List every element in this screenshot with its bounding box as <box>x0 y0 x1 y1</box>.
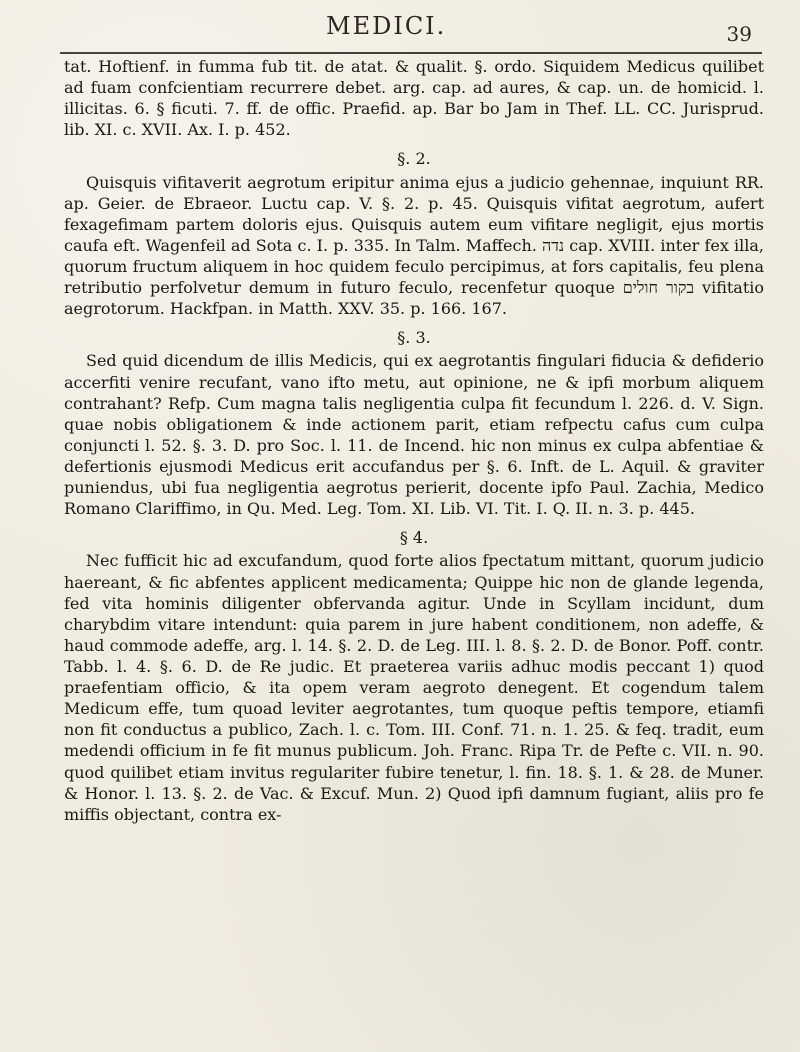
paragraph-3: Sed quid dicendum de illis Medicis, qui ex aegrotantis fingulari fiducia & defiderio accerfiti venire recufant, vano ifto metu, aut opinione, ne & ipfi morbum aliquem contrahant? Refp. Cum magna talis negligentia culpa fit fecundum l. 226. d. V. Sign. quae nobis obligationem & inde actionem parit, etiam refpectu cafus cum culpa conjuncti l. 52. §. 3. D. pro Soc. l. 11. de Incend. hic non minus ex culpa abfentiae & defertionis ejusmodi Medicus erit accufandus per §. 6. Inft. de L. Aquil. & graviter puniendus, ubi fua negligentia aegrotus perierit, docente ipfo Paul. Zachia, Medico Romano Clariffimo, in Qu. Med. Leg. Tom. XI. Lib. VI. Tit. I. Q. II. n. 3. p. 445. <box>64 351 764 519</box>
section-mark-4: § 4. <box>399 528 429 548</box>
paragraph-2: Quisquis vifitaverit aegrotum eripitur anima ejus a judicio gehennae, inquiunt RR. ap. Geier. de Ebraeor. Luctu cap. V. §. 2. p. 45. Quisquis vifitat aegrotum, aufert fexagefimam partem doloris ejus. Quisquis autem eum vifitare negligit, ejus mortis caufa eft. Wagenfeil ad Sota c. I. p. 335. In Talm. Maffech. נדה cap. XVIII. inter fex illa, quorum fructum aliquem in hoc quidem feculo percipimus, at fors capitalis, feu plena retributio perfolvetur demum in futuro feculo, recenfetur quoque בקור חולים vifitatio aegrotorum. Hackfpan. in Matth. XXV. 35. p. 166. 167. <box>64 172 765 319</box>
running-head: MEDICI. <box>326 12 447 40</box>
main-text <box>64 56 764 833</box>
section-mark-3: §. 3. <box>397 328 431 348</box>
paragraph-4: Nec fufficit hic ad excufandum, quod forte alios fpectatum mittant, quorum judicio haereant, & fic abfentes applicent medicamenta; Quippe hic non de glande legenda, fed vita hominis diligenter obfervanda agitur. Unde in Scyllam incidunt, dum charybdim vitare intendunt: quia parem in jure habent conditionem, non adeffe, & haud commode adeffe, arg. l. 14. §. 2. D. de Leg. III. l. 8. §. 2. D. de Bonor. Poff. contr. Tabb. l. 4. §. 6. D. de Re judic. Et praeterea variis adhuc modis peccant 1) quod praefentiam officio, & ita opem veram aegroto denegent. Et cogendum talem Medicum effe, tum quoad leviter aegrotantes, tum quoque peftis tempore, etiamfi non fit conductus a publico, Zach. l. c. Tom. III. Conf. 71. n. 1. 25. & feq. tradit, eum medendi officium in fe fit munus publicum. Joh. Franc. Ripa Tr. de Pefte c. VII. n. 90. quod quilibet etiam invitus regulariter fubire tenetur, l. fin. 18. §. 1. & 28. de Muner. & Honor. l. 13. §. 2. de Vac. & Excuf. Mun. 2) Quod ipfi damnum fugiant, aliis pro fe miffis objectant, contra ex- <box>64 551 764 824</box>
page-number: 39 <box>726 22 752 46</box>
page-header <box>0 10 800 50</box>
paragraph-1: tat. Hoftienf. in fumma fub tit. de atat. & qualit. §. ordo. Siquidem Medicus quilibet ad fuam confcientiam recurrere debet. arg. cap. ad aures, & cap. un. de homicid. l. illicitas. 6. § ficuti. 7. ff. de offic. Praefid. ap. Bar bo Jam in Thef. LL. CC. Jurisprud. lib. XI. c. XVII. Ax. I. p. 452. <box>64 57 764 140</box>
header-rule <box>60 52 762 54</box>
section-mark-2: §. 2. <box>397 149 431 169</box>
